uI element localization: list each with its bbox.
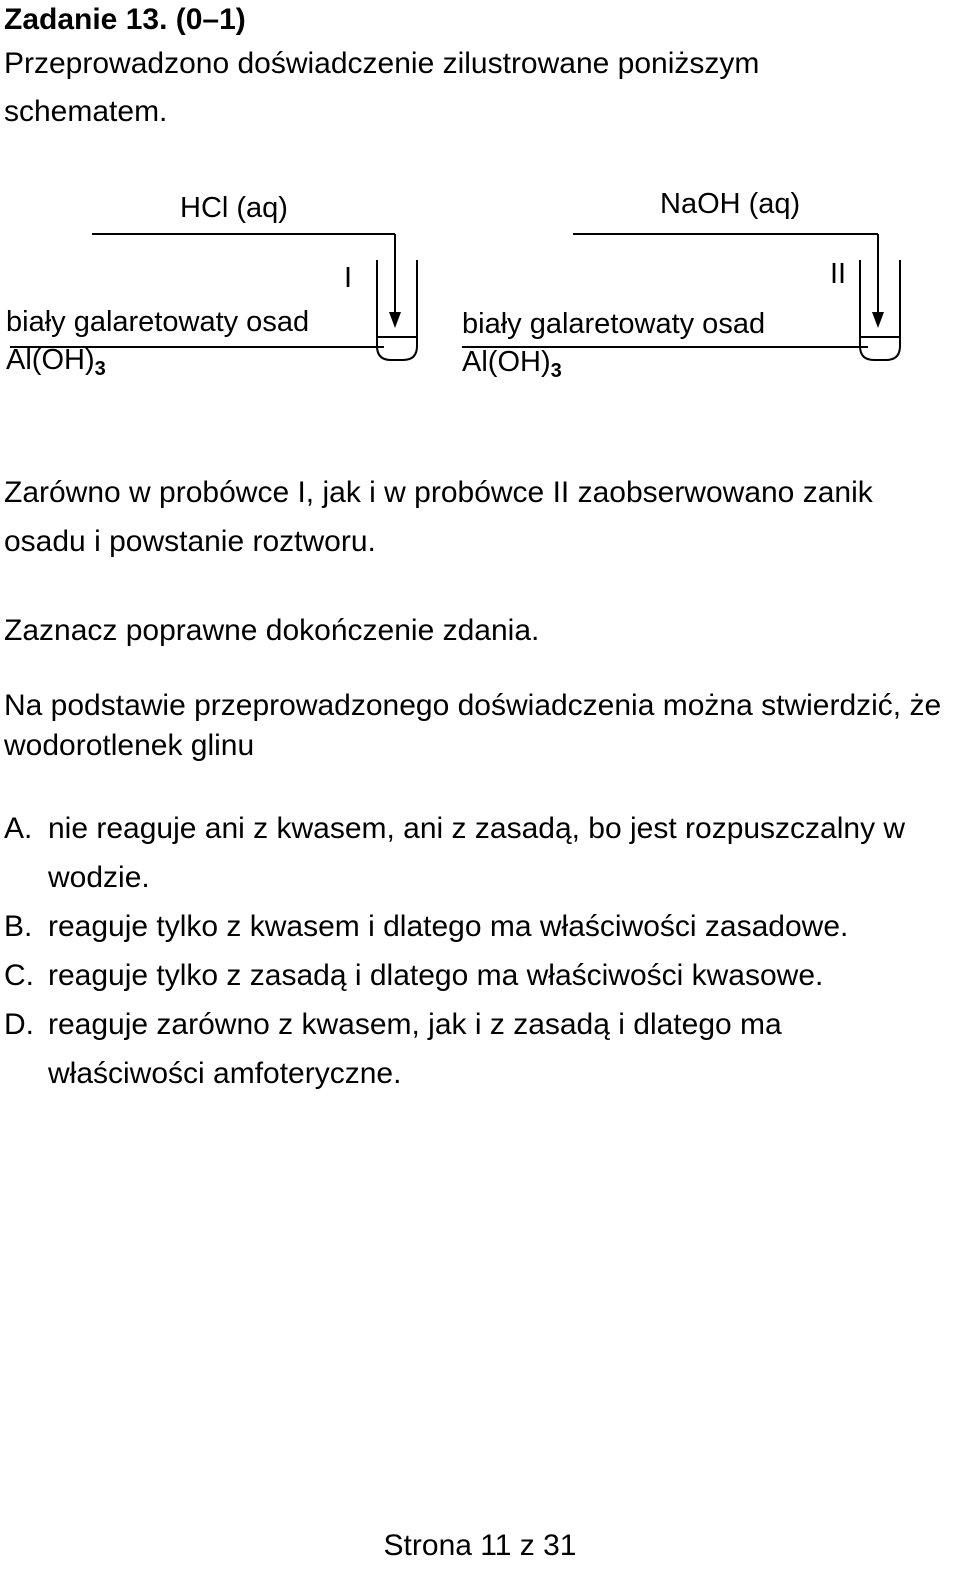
- answer-option-d[interactable]: [4, 1000, 904, 1098]
- arrow-down-icon: [872, 312, 884, 328]
- tube-wall-right: [860, 260, 900, 360]
- formula-right-main: Al(OH): [462, 346, 551, 378]
- formula-left-sub: 3: [94, 358, 106, 380]
- experiment-diagram: [0, 180, 960, 400]
- option-text: reaguje tylko z kwasem i dlatego ma właściwości zasadowe.: [48, 910, 849, 943]
- task-title: Zadanie 13. (0–1): [4, 3, 246, 36]
- arrow-down-icon: [389, 312, 401, 328]
- option-text: reaguje tylko z zasadą i dlatego ma właściwości kwasowe.: [48, 959, 824, 992]
- option-letter: A.: [4, 812, 33, 845]
- instruction-text: Zaznacz poprawne dokończenie zdania.: [4, 614, 540, 647]
- formula-right-sub: 3: [550, 360, 562, 382]
- option-letter: C.: [4, 959, 34, 992]
- precipitate-label-right: biały galaretowaty osad: [462, 308, 766, 340]
- option-letter: B.: [4, 910, 33, 943]
- tube-label-I: I: [344, 262, 353, 294]
- option-text: nie reaguje ani z kwasem, ani z zasadą, bo jest rozpuszczalny w wodzie.: [48, 812, 906, 894]
- option-letter: D.: [4, 1008, 34, 1041]
- tube-label-II: II: [830, 258, 847, 290]
- question-stem: Na podstawie przeprowadzonego doświadczenia można stwierdzić, że wodorotlenek glinu: [4, 689, 942, 762]
- option-text: reaguje zarówno z kwasem, jak i z zasadą i dlatego ma właściwości amfoteryczne.: [48, 1008, 782, 1090]
- reagent-label-left: HCl (aq): [180, 192, 288, 224]
- answer-option-a[interactable]: [4, 804, 960, 902]
- observation-text: Zarówno w probówce I, jak i w probówce II zaobserwowano zanik osadu i powstanie roztworu.: [4, 476, 873, 558]
- answer-option-b[interactable]: [4, 902, 960, 951]
- answer-option-c[interactable]: [4, 951, 960, 1000]
- tube-wall-left: [377, 260, 417, 360]
- formula-left-main: Al(OH): [6, 344, 95, 376]
- task-intro: Przeprowadzono doświadczenie zilustrowane poniższym schematem.: [4, 47, 760, 128]
- formula-right: [462, 346, 562, 387]
- reagent-label-right: NaOH (aq): [660, 188, 801, 220]
- page-footer: Strona 11 z 31: [383, 1529, 577, 1562]
- test-tube-I: [10, 234, 417, 360]
- formula-left: [6, 344, 106, 385]
- test-tube-II: [462, 234, 900, 360]
- precipitate-label-left: biały galaretowaty osad: [6, 306, 310, 338]
